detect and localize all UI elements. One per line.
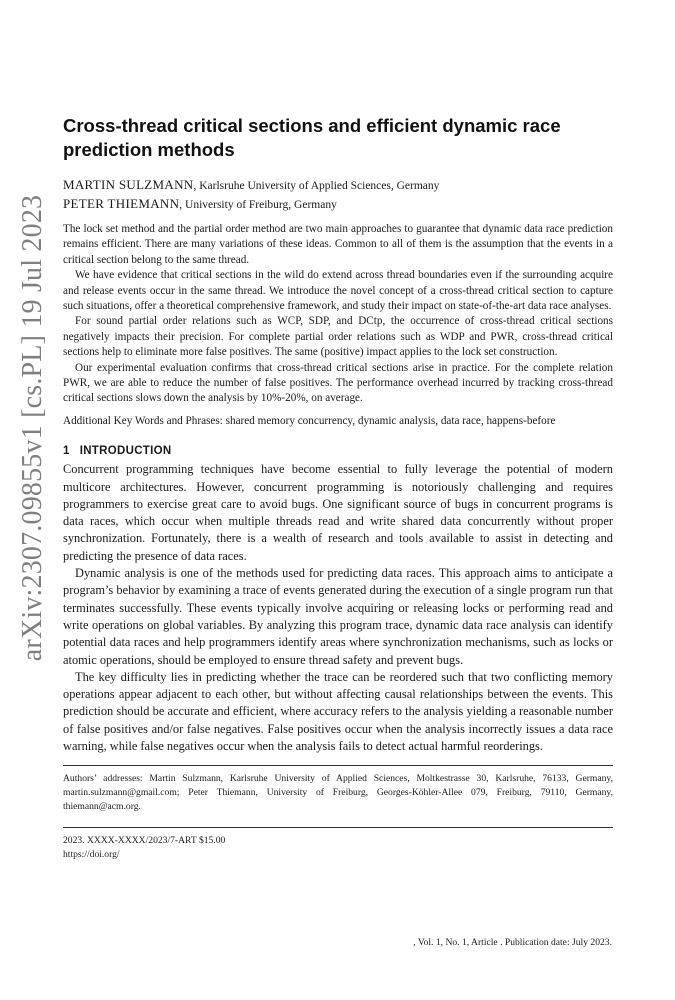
paper-page — [63, 114, 613, 861]
publication-copyright: 2023. XXXX-XXXX/2023/7-ART $15.00 — [63, 835, 226, 847]
arxiv-stamp — [8, 180, 58, 675]
section-number: 1 — [63, 445, 70, 458]
footnote-area — [63, 765, 613, 813]
abstract-paragraph: The lock set method and the partial order method are two main approaches to guarantee that dynamic data race prediction remains efficient. There are many variations of these ideas. Common to all of them is the assumption that the events in a critical section belong to the same thread. — [63, 223, 613, 266]
publication-lines — [63, 834, 613, 861]
author-name: MARTIN SULZMANN — [63, 177, 194, 192]
section-title: INTRODUCTION — [79, 445, 172, 458]
author-name: PETER THIEMANN — [63, 196, 180, 211]
author-affiliation: , University of Freiburg, Germany — [179, 199, 337, 211]
abstract-paragraph: Our experimental evaluation confirms that cross-thread critical sections arise in practice. For the complete relation PWR, we are able to reduce the number of false positives. The performance overhead incurred by tracking cross-thread critical sections slows down the analysis by 10%-20%, on average. — [63, 361, 613, 405]
body-paragraph: The key difficulty lies in predicting whether the trace can be reordered such that two conflicting memory operations appear adjacent to each other, but without affecting causal relationships between the events. This prediction should be accurate and efficient, where accuracy refers to the analysis yielding a reasonable number of false positives and/or false negatives. False positives occur when the analysis incorrectly issues a data race warning, while false negatives occur when the analysis fails to detect actual harmful reorderings. — [63, 669, 613, 754]
abstract — [63, 222, 613, 407]
author-affiliation: , Karlsruhe University of Applied Sciences, Germany — [193, 180, 440, 192]
section-heading — [63, 445, 613, 457]
author-1 — [63, 176, 613, 195]
body-paragraph: Dynamic analysis is one of the methods used for predicting data races. This approach aims to anticipate a program’s behavior by examining a trace of events generated during the execution of a single program run that terminates successfully. These events typically involve acquiring or releasing locks or performing read and write operations on global variables. By analyzing this program trace, dynamic data race analysis can identify potential data races and help programmers identify areas where synchronization mechanisms, such as locks or atomic operations, should be employed to ensure thread safety and prevent bugs. — [63, 566, 613, 667]
publication-info — [63, 827, 613, 861]
publication-rule — [63, 827, 613, 828]
doi-link[interactable]: https://doi.org/ — [63, 848, 120, 860]
author-list — [63, 176, 613, 214]
page-footer: , Vol. 1, No. 1, Article . Publication date: July 2023. — [413, 937, 612, 948]
footnote-rule — [63, 765, 613, 766]
introduction-body — [63, 461, 613, 755]
abstract-paragraph: For sound partial order relations such as WCP, SDP, and DCtp, the occurrence of cross-thread critical sections negatively impacts their precision. For complete partial order relations such as WDP and PWR, cross-thread critical sections help to eliminate more false positives. The same (positive) impact applies to the lock set construction. — [63, 315, 613, 359]
body-paragraph: Concurrent programming techniques have become essential to fully leverage the potential of modern multicore architectures. However, concurrent programming is notoriously challenging and requires programmers to exercise great care to avoid bugs. One significant source of bugs in concurrent programs is data races, which occur when multiple threads read and write shared data concurrently without proper synchronization. Fortunately, there is a wealth of research and tools available to assist in detecting and predicting the presence of data races. — [63, 462, 613, 563]
paper-title: Cross-thread critical sections and efficient dynamic race prediction methods — [63, 115, 561, 160]
keywords: Additional Key Words and Phrases: shared memory concurrency, dynamic analysis, data race, happens-before — [63, 414, 556, 427]
abstract-paragraph: We have evidence that critical sections in the wild do extend across thread boundaries even if the surrounding acquire and release events occur in the same thread. We introduce the novel concept of a cross-thread critical section to capture such situations, offer a theoretical comprehensive framework, and study their impact on state-of-the-art data race analyses. — [63, 269, 613, 313]
author-addresses: Authors’ addresses: Martin Sulzmann, Karlsruhe University of Applied Sciences, Moltkestrasse 30, Karlsruhe, 76133, Germany, martin.sulzmann@gmail.com; Peter Thiemann, University of Freiburg, Georges-Köhler-Allee 079, Freiburg, 79110, Germany, thiemann@acm.org. — [63, 773, 613, 812]
author-2 — [63, 195, 613, 214]
arxiv-stamp-text: arXiv:2307.09855v1 [cs.PL] 19 Jul 2023 — [17, 194, 48, 661]
